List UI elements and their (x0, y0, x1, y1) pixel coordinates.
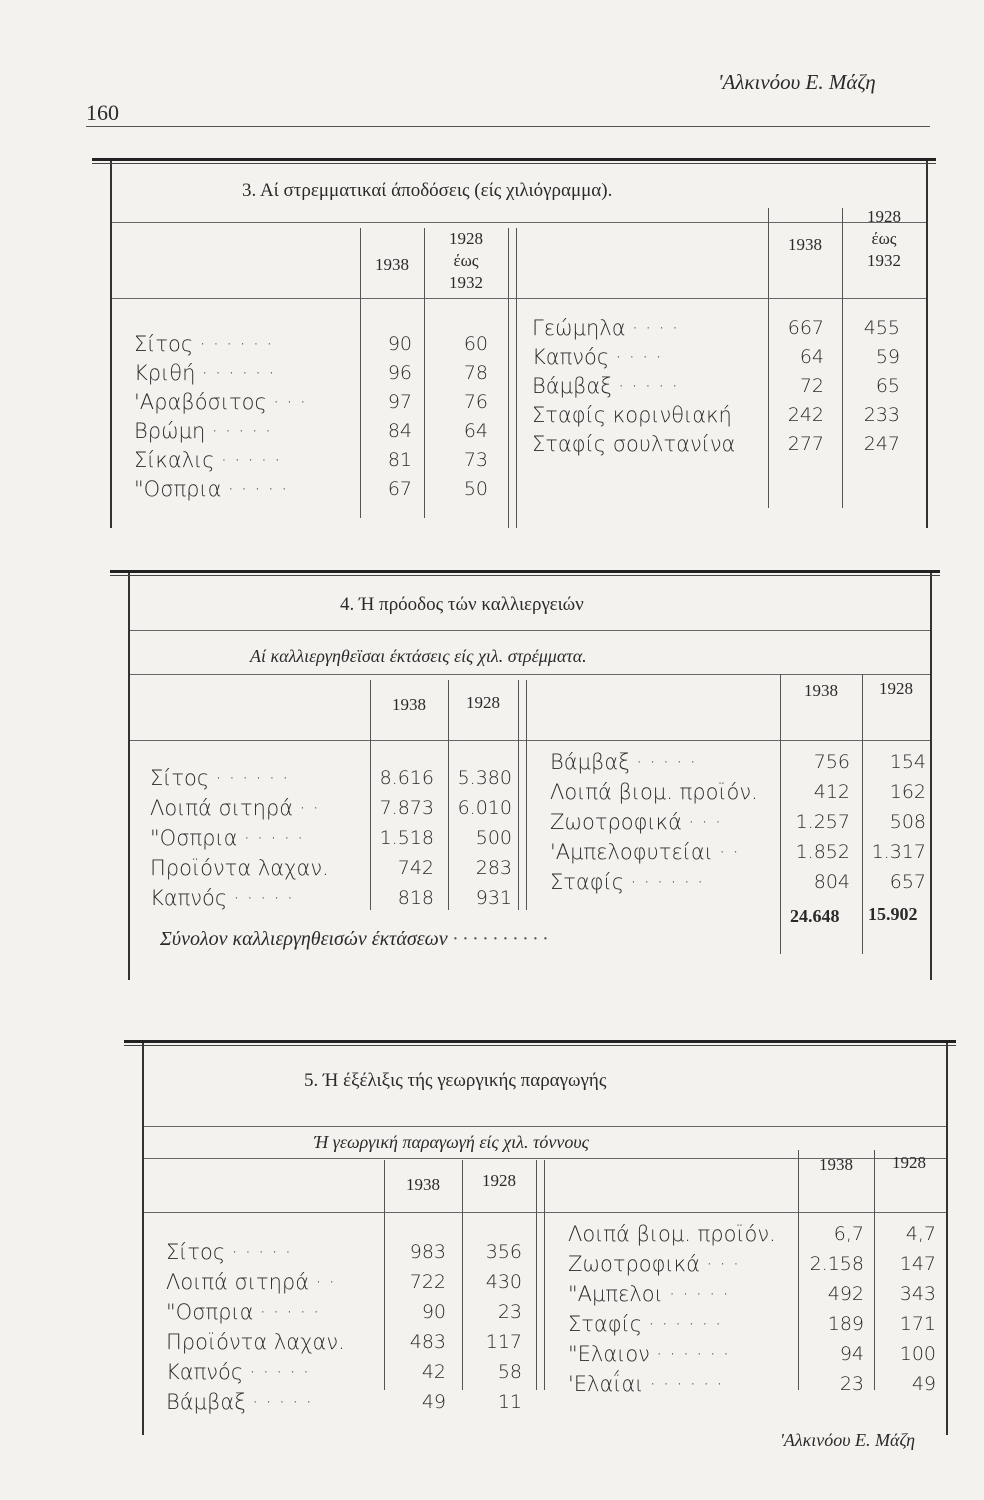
cell-v1928: 59 (875, 346, 900, 368)
section-4-col-divider (526, 680, 527, 910)
cell-v1928: 5.380 (457, 767, 512, 789)
row-leader: · · · · (615, 345, 662, 369)
cell-v1938: 8.616 (379, 767, 434, 789)
row-leader: · · · · (631, 316, 679, 340)
row-label-text: 'Αραβόσιτος (134, 390, 267, 414)
cell-v1928: 233 (863, 404, 900, 426)
row-label (568, 1252, 739, 1276)
cell-v1928: 430 (485, 1271, 522, 1293)
row-label-text: "Οσπρια (134, 477, 222, 501)
section-4-top-rule (110, 570, 940, 573)
cell-v1928: 11 (497, 1391, 522, 1413)
section-4-left-col-1928: 1928 (466, 693, 500, 712)
row-label (150, 796, 319, 820)
row-label (568, 1372, 723, 1396)
row-label (166, 1390, 312, 1414)
cell-v1938: 412 (813, 781, 850, 803)
page-number: 160 (86, 100, 119, 125)
cell-v1928: 23 (497, 1301, 522, 1323)
cell-v1938: 6,7 (833, 1223, 864, 1245)
cell-v1928: 162 (889, 781, 926, 803)
row-leader: · · (315, 1270, 336, 1294)
cell-v1938: 96 (387, 362, 412, 384)
section-5-top-rule (124, 1040, 956, 1043)
section-4-total-1928: 15.902 (868, 904, 918, 924)
cell-v1928: 343 (899, 1283, 936, 1305)
row-label-text: Σίτος (134, 332, 194, 356)
cell-v1938: 483 (409, 1331, 446, 1353)
row-label (134, 390, 306, 414)
col-until: έως (871, 229, 897, 248)
section-5-title-rule (144, 1126, 946, 1127)
cell-v1938: 90 (421, 1301, 446, 1323)
cell-v1928: 657 (889, 871, 926, 893)
cell-v1938: 742 (397, 857, 434, 879)
cell-v1938: 49 (421, 1391, 446, 1413)
section-4-title: 4. Ή πρόοδος τών καλλιεργειών (340, 594, 584, 615)
row-label (568, 1342, 729, 1366)
row-label-text: Προϊόντα λαχαν. (166, 1330, 345, 1354)
row-label (134, 361, 275, 385)
row-leader: · · · · · · (648, 1312, 722, 1336)
row-label (166, 1240, 291, 1264)
row-label-text: Λοιπά σιτηρά (150, 796, 294, 820)
section-3-top-rule-thin (92, 163, 936, 164)
row-label-text: Κριθή (134, 361, 196, 385)
row-label-text: Γεώμηλα (532, 316, 626, 340)
row-label-text: Ζωοτροφικά (550, 810, 682, 834)
section-4-right-col-1928: 1928 (879, 679, 913, 698)
cell-v1938: 94 (839, 1343, 864, 1365)
section-4-total-1938: 24.648 (790, 906, 840, 926)
section-3-title: 3. Αί στρεμματικαί άποδόσεις (είς χιλιόγραμμα). (242, 180, 613, 201)
cell-v1928: 154 (889, 751, 926, 773)
cell-v1938: 64 (799, 346, 824, 368)
cell-v1938: 42 (421, 1361, 446, 1383)
cell-v1928: 50 (463, 478, 488, 500)
cell-v1938: 90 (387, 333, 412, 355)
row-leader: · · · · · (617, 374, 678, 398)
cell-v1928: 508 (889, 811, 926, 833)
row-label-text: Προϊόντα λαχαν. (150, 856, 329, 880)
row-label (550, 870, 704, 894)
section-5-right-col-1928: 1928 (892, 1153, 926, 1172)
row-label (568, 1312, 722, 1336)
cell-v1928: 100 (899, 1343, 936, 1365)
cell-v1938: 2.158 (809, 1253, 864, 1275)
cell-v1928: 65 (875, 375, 900, 397)
cell-v1928: 171 (899, 1313, 936, 1335)
cell-v1938: 67 (387, 478, 412, 500)
row-label-text: Λοιπά σιτηρά (166, 1270, 310, 1294)
row-label (550, 840, 739, 864)
row-label-text: Λοιπά βιομ. προϊόν. (550, 780, 758, 804)
row-label (134, 477, 288, 501)
cell-v1928: 1.317 (871, 841, 926, 863)
section-3-col-divider (842, 208, 843, 508)
row-label (568, 1222, 782, 1246)
cell-v1928: 147 (899, 1253, 936, 1275)
cell-v1938: 804 (813, 871, 850, 893)
cell-v1938: 667 (787, 317, 824, 339)
section-5-col-divider (544, 1160, 545, 1390)
cell-v1938: 1.518 (379, 827, 434, 849)
section-5-subtitle: Ή γεωργική παραγωγή είς χιλ. τόννους (314, 1132, 589, 1152)
row-label (532, 432, 741, 456)
section-5-title: 5. Ή έξέλιξις τής γεωργικής παραγωγής (304, 1070, 607, 1091)
row-label-text: Βάμβαξ (532, 374, 612, 398)
row-leader: · · · · · · (201, 361, 275, 385)
row-leader: · · · · · (668, 1282, 729, 1306)
row-label-text: Καπνός (150, 886, 228, 910)
section-3-col-divider (508, 228, 509, 528)
col-1932: 1932 (867, 251, 901, 270)
row-leader: · · · · · · (199, 332, 273, 356)
cell-v1928: 78 (463, 362, 488, 384)
row-label-text: Σταφίς κορινθιακή (532, 403, 732, 427)
footer-signature: 'Αλκινόου Ε. Μάζη (780, 1430, 916, 1450)
section-5-left-col-1938: 1938 (406, 1175, 440, 1194)
cell-v1938: 23 (839, 1373, 864, 1395)
row-leader: · · · · · (227, 477, 288, 501)
cell-v1928: 283 (475, 857, 512, 879)
cell-v1938: 1.852 (795, 841, 850, 863)
row-leader: · · · · · (243, 826, 304, 850)
section-4-right-col-1938: 1938 (804, 681, 838, 700)
section-4-top-rule-thin (110, 575, 940, 576)
row-label (150, 886, 293, 910)
row-leader: · · · · · · (630, 870, 704, 894)
cell-v1928: 64 (463, 420, 488, 442)
section-3-table (110, 158, 928, 528)
section-3-col-divider (516, 228, 517, 528)
section-4-total-label (160, 928, 548, 951)
cell-v1928: 58 (497, 1361, 522, 1383)
cell-v1928: 455 (863, 317, 900, 339)
total-label-text: Σύνολον καλλιεργηθεισών έκτάσεων (160, 928, 448, 950)
cell-v1938: 277 (787, 433, 824, 455)
cell-v1938: 1.257 (795, 811, 850, 833)
row-label-text: "Οσπρια (150, 826, 238, 850)
row-label-text: 'Ελαΐαι (568, 1372, 644, 1396)
row-leader: · · · (272, 390, 307, 414)
section-3-header-rule (112, 298, 926, 299)
section-4-left-col-1938: 1938 (392, 695, 426, 714)
row-leader: · · · · · (231, 1240, 292, 1264)
row-label-text: Σίτος (150, 766, 210, 790)
row-leader: · · · (705, 1252, 740, 1276)
cell-v1928: 247 (863, 433, 900, 455)
section-5-table (142, 1040, 948, 1435)
cell-v1928: 931 (475, 887, 512, 909)
section-3-col-divider (360, 228, 361, 518)
cell-v1938: 983 (409, 1241, 446, 1263)
section-5-top-rule-thin (124, 1045, 956, 1046)
cell-v1938: 818 (397, 887, 434, 909)
row-leader: · · · · · (220, 448, 281, 472)
row-label-text: 'Αμπελοφυτείαι (550, 840, 713, 864)
row-leader: · · (718, 840, 739, 864)
section-4-header-rule (130, 740, 930, 741)
section-5-left-col-1928: 1928 (482, 1171, 516, 1190)
cell-v1938: 72 (799, 375, 824, 397)
row-leader: · · · · · · (655, 1342, 730, 1366)
cell-v1938: 97 (387, 391, 412, 413)
row-label-text: Βάμβαξ (550, 750, 630, 774)
cell-v1938: 189 (827, 1313, 864, 1335)
cell-v1938: 756 (813, 751, 850, 773)
cell-v1938: 84 (387, 420, 412, 442)
total-leader: · · · · · · · · · · (452, 928, 548, 950)
header-rule (86, 126, 930, 127)
row-label (550, 780, 764, 804)
cell-v1928: 49 (911, 1373, 936, 1395)
row-label-text: Λοιπά βιομ. προϊόν. (568, 1222, 776, 1246)
cell-v1928: 500 (475, 827, 512, 849)
row-label (532, 374, 678, 398)
cell-v1928: 4,7 (905, 1223, 936, 1245)
cell-v1928: 117 (485, 1331, 522, 1353)
row-label-text: Σίτος (166, 1240, 226, 1264)
row-label-text: Ζωοτροφικά (568, 1252, 700, 1276)
row-leader: · · · · · (259, 1300, 320, 1324)
row-label (166, 1330, 351, 1354)
row-label (150, 826, 304, 850)
row-label (134, 419, 271, 443)
row-label-text: Καπνός (532, 345, 610, 369)
section-5-right-col-1938: 1938 (819, 1155, 853, 1174)
section-3-left-col-1928-32 (426, 228, 506, 294)
row-leader: · · (299, 796, 320, 820)
cell-v1928: 76 (463, 391, 488, 413)
row-label-text: Σταφίς (568, 1312, 643, 1336)
cell-v1928: 60 (463, 333, 488, 355)
section-3-top-rule (92, 158, 936, 161)
section-5-header-rule (144, 1212, 946, 1213)
section-3-left-col-1938: 1938 (375, 255, 409, 274)
row-label (150, 766, 289, 790)
row-label (532, 403, 738, 427)
col-until: έως (453, 251, 479, 270)
row-leader: · · · · · (211, 419, 272, 443)
cell-v1938: 81 (387, 449, 412, 471)
section-4-subtitle: Αί καλλιεργηθεϊσαι έκτάσεις είς χιλ. στρέμματα. (250, 646, 587, 666)
row-leader: · · · · · (249, 1360, 310, 1384)
col-1932: 1932 (449, 273, 483, 292)
cell-v1928: 356 (485, 1241, 522, 1263)
col-1928: 1928 (867, 207, 901, 226)
running-header-author: 'Αλκινόου Ε. Μάζη (718, 70, 876, 94)
section-4-col-divider (518, 680, 519, 910)
cell-v1928: 6.010 (457, 797, 512, 819)
row-leader: · · · · · (251, 1390, 312, 1414)
row-label (166, 1270, 335, 1294)
cell-v1938: 722 (409, 1271, 446, 1293)
cell-v1938: 7.873 (379, 797, 434, 819)
col-1928: 1928 (449, 229, 483, 248)
cell-v1938: 242 (787, 404, 824, 426)
row-label-text: Βρώμη (134, 419, 206, 443)
row-label (568, 1282, 729, 1306)
row-leader: · · · (687, 810, 722, 834)
row-label (150, 856, 335, 880)
section-3-title-rule (112, 222, 926, 223)
row-label (134, 332, 273, 356)
section-3-col-divider (424, 228, 425, 518)
row-label (532, 345, 662, 369)
row-leader: · · · · · (233, 886, 294, 910)
row-label-text: "Οσπρια (166, 1300, 254, 1324)
row-label-text: "Ελαιον (568, 1342, 650, 1366)
section-3-right-col-1928-32 (844, 206, 924, 272)
section-4-title-rule (130, 630, 930, 631)
section-5-col-divider (536, 1160, 537, 1390)
row-label (166, 1300, 320, 1324)
row-leader: · · · · · (635, 750, 696, 774)
row-label (134, 448, 281, 472)
row-label-text: Βάμβαξ (166, 1390, 246, 1414)
row-label-text: Σταφίς (550, 870, 625, 894)
section-3-right-col-1938: 1938 (788, 235, 822, 254)
cell-v1938: 492 (827, 1283, 864, 1305)
row-label-text: Σταφίς σουλτανίνα (532, 432, 736, 456)
row-label-text: Καπνός (166, 1360, 244, 1384)
section-4-subtitle-rule (130, 674, 930, 675)
cell-v1928: 73 (463, 449, 488, 471)
row-leader: · · · · · · (649, 1372, 723, 1396)
row-label-text: Σίκαλις (134, 448, 215, 472)
row-leader: · · · · · · (215, 766, 289, 790)
row-label (532, 316, 678, 340)
row-label (166, 1360, 309, 1384)
row-label (550, 810, 721, 834)
row-label-text: "Αμπελοι (568, 1282, 663, 1306)
section-4-table (128, 570, 932, 980)
row-label (550, 750, 696, 774)
